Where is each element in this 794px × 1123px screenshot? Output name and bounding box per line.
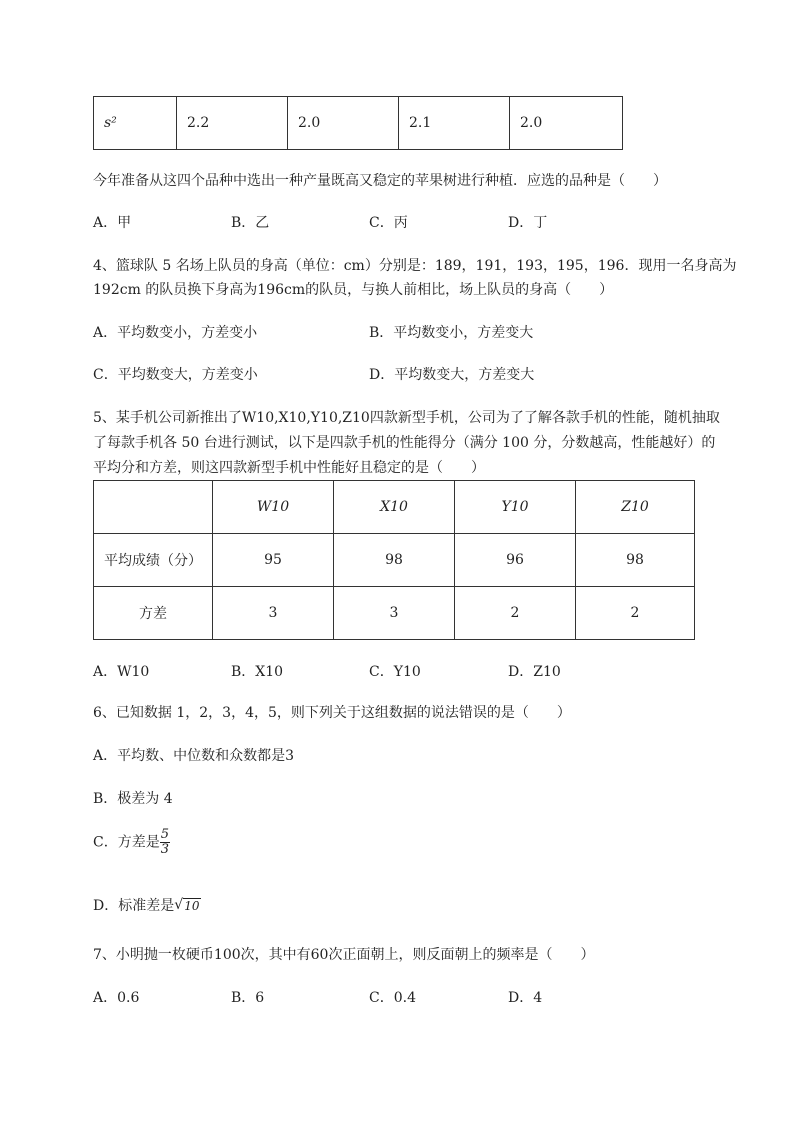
q6-option-c: C．方差是 $\frac{5}{3}$ — [93, 827, 169, 857]
q3-option-c: C．丙 — [369, 215, 408, 231]
q4-line-2: 192cm 的队员换下身高为196cm的队员，与换人前相比，场上队员的身高（ ） — [93, 282, 614, 298]
q4-line-1: 4、篮球队 5 名场上队员的身高（单位：cm）分别是：189，191，193，195，196．现用一名身高为 — [93, 258, 737, 274]
table-cell: 98 — [334, 534, 455, 587]
q5-option-c: C．Y10 — [369, 664, 421, 680]
table-cell: 95 — [213, 534, 334, 587]
table-header-cell: Z10 — [576, 481, 695, 534]
table-cell: 3 — [213, 587, 334, 640]
q7-option-a: A．0.6 — [93, 990, 140, 1006]
table-cell: 平均成绩（分） — [94, 534, 213, 587]
table-cell: 2 — [455, 587, 576, 640]
fraction: $\frac{5}{3}$ — [160, 827, 169, 857]
q4-option-b: B．平均数变小，方差变大 — [369, 325, 534, 341]
q5-option-d: D．Z10 — [508, 664, 561, 680]
table-row — [94, 534, 695, 587]
q7-option-c: C．0.4 — [369, 990, 416, 1006]
q4-option-c: C．平均数变大，方差变小 — [93, 367, 258, 383]
table-row — [94, 587, 695, 640]
q3-question: 今年准备从这四个品种中选出一种产量既高又稳定的苹果树进行种植．应选的品种是（ ） — [93, 173, 667, 189]
table-header-cell: X10 — [334, 481, 455, 534]
q6-option-a: A．平均数、中位数和众数都是3 — [93, 748, 295, 764]
q7-option-d: D．4 — [508, 990, 543, 1006]
q3-option-b: B．乙 — [231, 215, 270, 231]
q3-option-a: A．甲 — [93, 215, 132, 231]
q7-question: 7、小明抛一枚硬币100次，其中有60次正面朝上，则反面朝上的频率是（ ） — [93, 947, 595, 963]
q4-option-d: D．平均数变大，方差变大 — [369, 367, 535, 383]
q3-option-d: D．丁 — [508, 215, 548, 231]
q6-option-d: D．标准差是 √ 10 — [93, 897, 200, 914]
q7-option-b: B．6 — [231, 990, 265, 1006]
q6-option-b: B．极差为 4 — [93, 791, 173, 807]
table-cell: s² — [94, 97, 177, 150]
q4-option-a: A．平均数变小，方差变小 — [93, 325, 258, 341]
table-cell: 2.0 — [510, 97, 623, 150]
q5-option-a: A．W10 — [93, 664, 150, 680]
table-cell: 2.0 — [288, 97, 399, 150]
table-cell: 2 — [576, 587, 695, 640]
table-cell: 96 — [455, 534, 576, 587]
table-row — [94, 97, 623, 150]
q5-option-b: B．X10 — [231, 664, 284, 680]
table-header-cell: Y10 — [455, 481, 576, 534]
q5-line-1: 5、某手机公司新推出了W10,X10,Y10,Z10四款新型手机，公司为了了解各款手机的性能，随机抽取 — [93, 410, 720, 426]
variance-table — [93, 96, 623, 150]
q6-question: 6、已知数据 1，2，3，4，5，则下列关于这组数据的说法错误的是（ ） — [93, 705, 571, 721]
table-header-cell — [94, 481, 213, 534]
table-cell: 3 — [334, 587, 455, 640]
q5-line-2: 了每款手机各 50 台进行测试，以下是四款手机的性能得分（满分 100 分，分数越高，性能越好）的 — [93, 435, 716, 451]
square-root: √ 10 — [174, 897, 200, 913]
q5-line-3: 平均分和方差，则这四款新型手机中性能好且稳定的是（ ） — [93, 460, 485, 476]
table-header-cell: W10 — [213, 481, 334, 534]
table-cell: 98 — [576, 534, 695, 587]
table-cell: 2.2 — [177, 97, 288, 150]
phone-score-table — [93, 480, 695, 640]
table-cell: 方差 — [94, 587, 213, 640]
table-cell: 2.1 — [399, 97, 510, 150]
table-row — [94, 481, 695, 534]
